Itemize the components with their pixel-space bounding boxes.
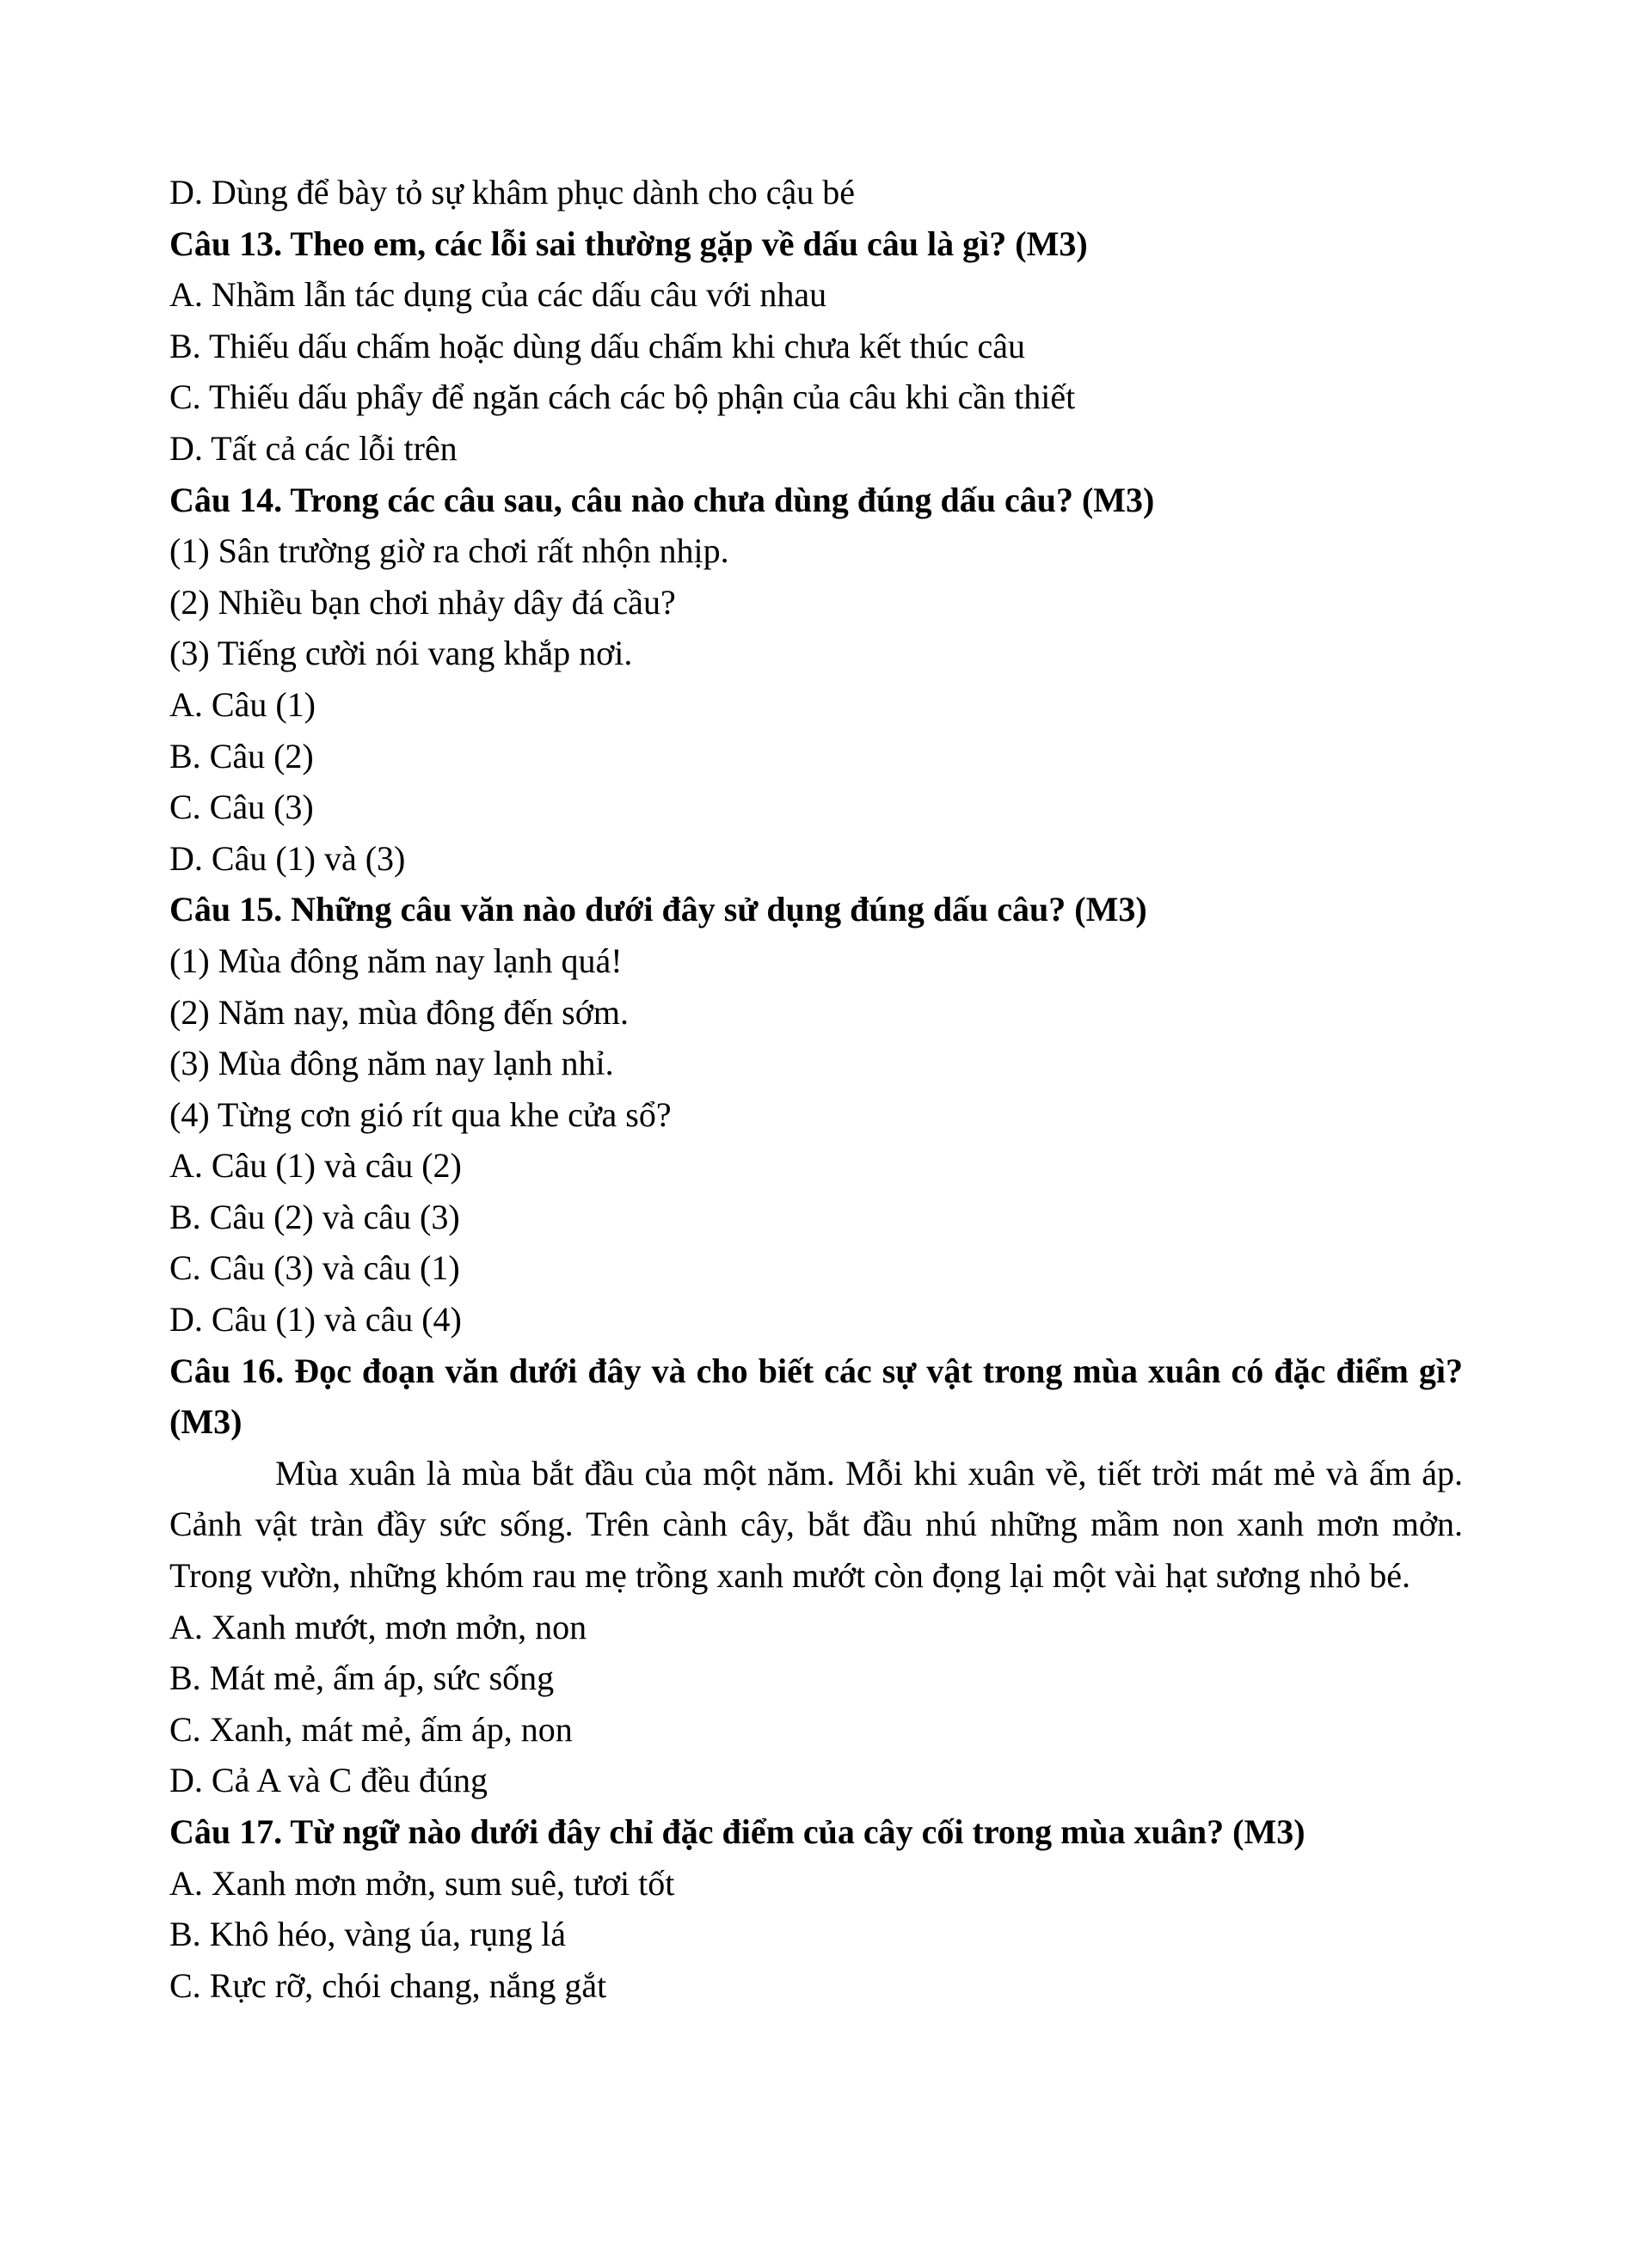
q14-sentence-2: (2) Nhiều bạn chơi nhảy dây đá cầu? [169, 582, 676, 622]
question-16-title: Câu 16. Đọc đoạn văn dưới đây và cho biết các sự vật trong mùa xuân có đặc điểm gì? (M3) [169, 1351, 1463, 1442]
q15-option-d: D. Câu (1) và câu (4) [169, 1300, 462, 1339]
q17-option-a: A. Xanh mơn mởn, sum suê, tươi tốt [169, 1863, 675, 1903]
question-13-title: Câu 13. Theo em, các lỗi sai thường gặp về dấu câu là gì? (M3) [169, 224, 1088, 263]
question-15-title: Câu 15. Những câu văn nào dưới đây sử dụng đúng dấu câu? (M3) [169, 890, 1147, 929]
document-page [169, 167, 1463, 2011]
question-14-title: Câu 14. Trong các câu sau, câu nào chưa dùng đúng dấu câu? (M3) [169, 480, 1155, 519]
q13-option-b: B. Thiếu dấu chấm hoặc dùng dấu chấm khi chưa kết thúc câu [169, 326, 1026, 365]
q16-option-a: A. Xanh mướt, mơn mởn, non [169, 1607, 587, 1646]
q14-option-c: C. Câu (3) [169, 788, 314, 827]
q13-option-d: D. Tất cả các lỗi trên [169, 428, 458, 468]
q14-sentence-1: (1) Sân trường giờ ra chơi rất nhộn nhịp. [169, 531, 729, 571]
q15-option-b: B. Câu (2) và câu (3) [169, 1197, 460, 1236]
q15-option-a: A. Câu (1) và câu (2) [169, 1146, 462, 1186]
q17-option-b: B. Khô héo, vàng úa, rụng lá [169, 1915, 567, 1954]
q14-option-a: A. Câu (1) [169, 684, 316, 724]
q17-option-c: C. Rực rỡ, chói chang, nắng gắt [169, 1965, 607, 2005]
q13-option-a: A. Nhầm lẫn tác dụng của các dấu câu với nhau [169, 275, 827, 315]
q14-sentence-3: (3) Tiếng cười nói vang khắp nơi. [169, 634, 633, 673]
previous-option-d: D. Dùng để bày tỏ sự khâm phục dành cho cậu bé [169, 173, 856, 211]
q15-sentence-1: (1) Mùa đông năm nay lạnh quá! [169, 941, 623, 980]
q16-option-d: D. Cả A và C đều đúng [169, 1761, 488, 1800]
q13-option-c: C. Thiếu dấu phẩy để ngăn cách các bộ phận của câu khi cần thiết [169, 377, 1076, 417]
q15-sentence-2: (2) Năm nay, mùa đông đến sớm. [169, 992, 630, 1032]
q16-passage: Mùa xuân là mùa bắt đầu của một năm. Mỗi khi xuân về, tiết trời mát mẻ và ấm áp. Cảnh vật tràn đầy sức sống. Trên cành cây, bắt đầu nhú những mầm non xanh mơn mởn. Trong vườn, những khóm rau mẹ trồng xanh mướt còn đọng lại một vài hạt sương nhỏ bé. [169, 1453, 1463, 1596]
q15-sentence-4: (4) Từng cơn gió rít qua khe cửa sổ? [169, 1094, 672, 1134]
q16-option-c: C. Xanh, mát mẻ, ấm áp, non [169, 1709, 573, 1749]
q14-option-d: D. Câu (1) và (3) [169, 838, 406, 878]
q16-option-b: B. Mát mẻ, ấm áp, sức sống [169, 1658, 555, 1698]
q14-option-b: B. Câu (2) [169, 736, 314, 775]
question-17-title: Câu 17. Từ ngữ nào dưới đây chỉ đặc điểm của cây cối trong mùa xuân? (M3) [169, 1812, 1305, 1851]
q15-option-c: C. Câu (3) và câu (1) [169, 1248, 460, 1288]
q15-sentence-3: (3) Mùa đông năm nay lạnh nhỉ. [169, 1044, 614, 1083]
